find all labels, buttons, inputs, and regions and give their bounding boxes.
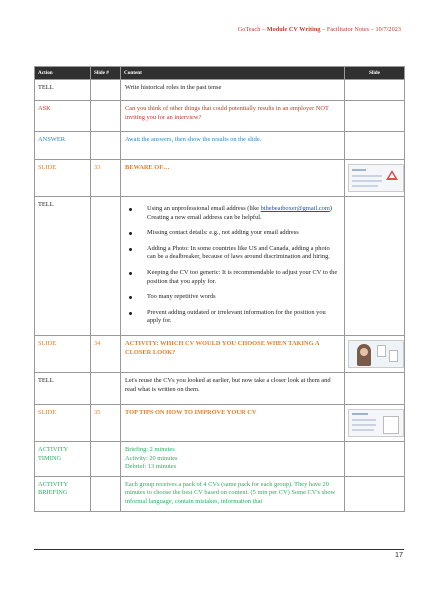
header-prefix: GoTeach – xyxy=(237,26,267,33)
list-item: Using an unprofessional email address (like bthebeatboxer@gmail.com) Creating a new email address can be helpful. xyxy=(125,205,340,222)
table-header-row xyxy=(35,67,405,80)
warning-icon xyxy=(386,170,398,180)
table-row xyxy=(35,335,405,372)
table-row xyxy=(35,441,405,476)
row-content: Let's reuse the CVs you looked at earlier, but now take a closer look at them and read what is written on them. xyxy=(121,372,345,404)
header-module: Module CV Writing xyxy=(266,26,321,33)
row-content: BEWARE OF… xyxy=(121,160,345,197)
list-item: Too many repetitive words xyxy=(125,293,340,302)
page-header xyxy=(238,26,401,33)
row-slide-number xyxy=(91,101,121,132)
row-slide-number: 35 xyxy=(91,404,121,441)
row-slide-thumb xyxy=(345,101,405,132)
row-slide-thumb xyxy=(345,441,405,476)
row-content xyxy=(121,197,345,336)
row-slide-number xyxy=(91,476,121,511)
slide-34-thumbnail xyxy=(348,340,404,368)
slide-33-thumbnail xyxy=(348,164,404,192)
row-slide-thumb xyxy=(345,476,405,511)
row-content: Can you think of other things that could potentially results in an employer NOT inviting you for an interview? xyxy=(121,101,345,132)
pitfalls-list xyxy=(125,205,340,326)
table-row xyxy=(35,132,405,160)
row-slide-thumb xyxy=(345,335,405,372)
table-row xyxy=(35,80,405,101)
table-row xyxy=(35,160,405,197)
page-number: 17 xyxy=(395,550,403,559)
row-slide-thumb xyxy=(345,197,405,336)
slide-35-thumbnail xyxy=(348,409,404,437)
row-action: SLIDE xyxy=(35,335,91,372)
row-action: ASK xyxy=(35,101,91,132)
row-action: SLIDE xyxy=(35,160,91,197)
row-action: ANSWER xyxy=(35,132,91,160)
row-action: ACTIVITY TIMING xyxy=(35,441,91,476)
row-content: Write historical roles in the past tense xyxy=(121,80,345,101)
column-header-slide-number: Slide # xyxy=(91,67,121,80)
column-header-action: Action xyxy=(35,67,91,80)
row-content: ACTIVITY: WHICH CV WOULD YOU CHOOSE WHEN TAKING A CLOSER LOOK? xyxy=(121,335,345,372)
row-action: ACTIVITY BRIEFING xyxy=(35,476,91,511)
row-slide-thumb xyxy=(345,404,405,441)
cv-document-icon xyxy=(389,350,398,362)
row-slide-number xyxy=(91,372,121,404)
row-content: TOP TIPS ON HOW TO IMPROVE YOUR CV xyxy=(121,404,345,441)
table-row xyxy=(35,404,405,441)
table-row xyxy=(35,197,405,336)
column-header-slide: Slide xyxy=(345,67,405,80)
cv-document-icon xyxy=(383,416,399,434)
row-slide-number: 33 xyxy=(91,160,121,197)
row-action: SLIDE xyxy=(35,404,91,441)
row-action: TELL xyxy=(35,80,91,101)
row-slide-thumb xyxy=(345,372,405,404)
person-photo-icon xyxy=(357,344,371,366)
row-slide-thumb xyxy=(345,80,405,101)
timing-debrief: Debrief: 13 minutes xyxy=(125,463,177,471)
row-action: TELL xyxy=(35,197,91,336)
table-row xyxy=(35,476,405,511)
list-item-note: Creating a new email address can be helpful. xyxy=(147,213,262,221)
row-action: TELL xyxy=(35,372,91,404)
row-content: Each group receives a pack of 4 CVs (same pack for each group). They have 20 minutes to choose the best CV based on content. (5 min per CV) Some CV's show informal language, contain mistakes, information that xyxy=(121,476,345,511)
row-slide-thumb xyxy=(345,160,405,197)
table-row xyxy=(35,372,405,404)
column-header-content: Content xyxy=(121,67,345,80)
row-slide-number xyxy=(91,197,121,336)
row-slide-number xyxy=(91,132,121,160)
facilitator-notes-table xyxy=(34,66,405,512)
row-slide-number xyxy=(91,441,121,476)
list-item: Missing contact details: e.g., not adding your email address xyxy=(125,229,340,238)
row-slide-thumb xyxy=(345,132,405,160)
timing-activity: Activity: 20 minutes xyxy=(125,454,178,462)
row-content: Await the answers, then show the results on the slide. xyxy=(121,132,345,160)
header-suffix: – Facilitator Notes – 10/7/2023 xyxy=(320,26,401,33)
row-content xyxy=(121,441,345,476)
cv-document-icon xyxy=(377,345,386,357)
footer-divider xyxy=(34,549,404,550)
list-item: Adding a Photo: In some countries like US and Canada, adding a photo can be a dealbreaker, because of laws around discrimination and hiring. xyxy=(125,245,340,262)
row-slide-number: 34 xyxy=(91,335,121,372)
row-slide-number xyxy=(91,80,121,101)
table-row xyxy=(35,101,405,132)
timing-briefing: Briefing: 2 minutes xyxy=(125,445,175,453)
example-email-link[interactable]: bthebeatboxer@gmail.com xyxy=(260,205,330,212)
list-item: Keeping the CV too generic: It is recommendable to adjust your CV to the position that you apply for. xyxy=(125,269,340,286)
list-item: Prevent adding outdated or irrelevant information for the position you apply for. xyxy=(125,309,340,326)
